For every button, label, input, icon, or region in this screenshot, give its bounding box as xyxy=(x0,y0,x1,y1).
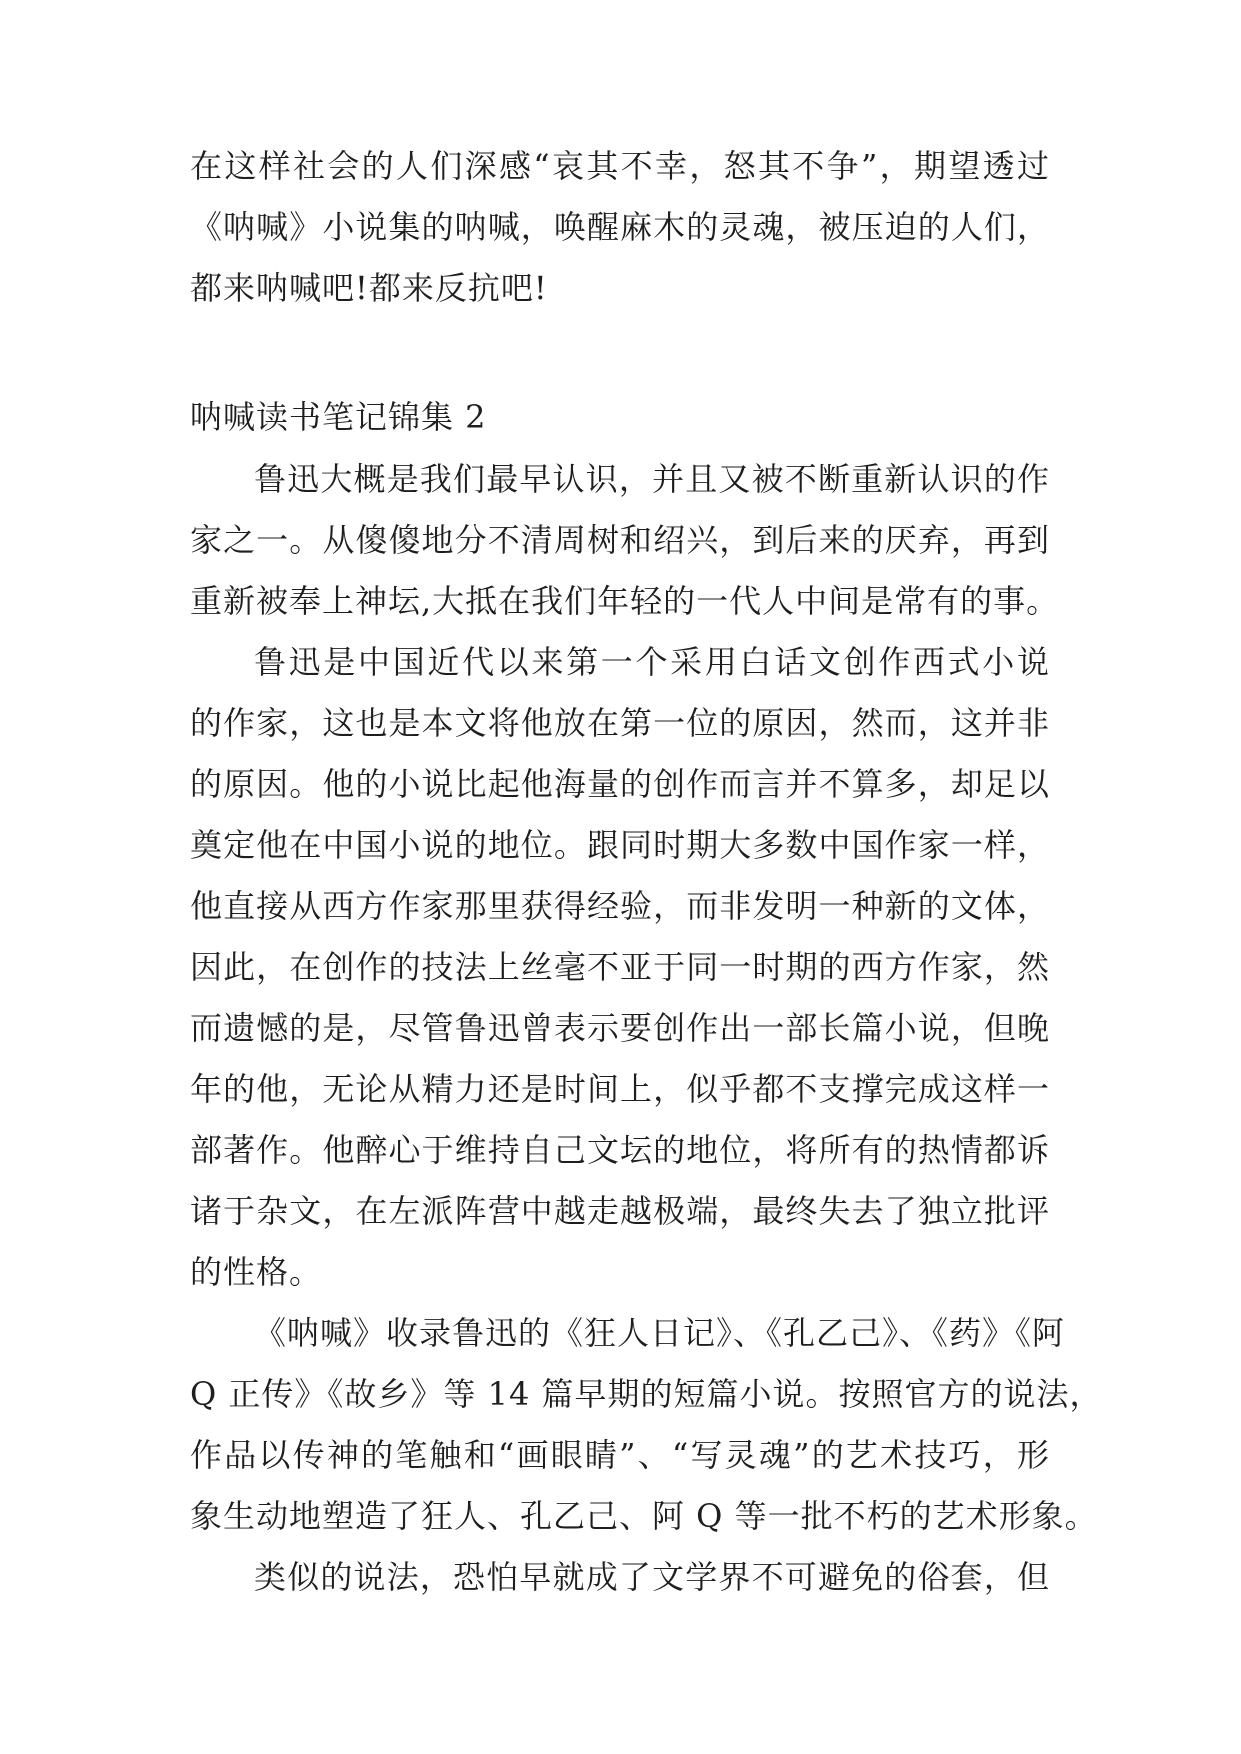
paragraph-line: 的性格。 xyxy=(190,1253,323,1291)
paragraph-line: 类似的说法，恐怕早就成了文学界不可避免的俗套，但 xyxy=(254,1558,1050,1596)
paragraph-line: 部著作。他醉心于维持自己文坛的地位，将所有的热情都诉 xyxy=(190,1131,1050,1169)
paragraph-line: 作品以传神的笔触和“画眼睛”、“写灵魂”的艺术技巧，形 xyxy=(190,1436,1050,1474)
paragraph-4 xyxy=(190,1547,1050,1608)
paragraph-line: 重新被奉上神坛,大抵在我们年轻的一代人中间是常有的事。 xyxy=(190,582,1060,620)
paragraph-line: 都来呐喊吧!都来反抗吧! xyxy=(190,269,548,307)
paragraph-2 xyxy=(190,632,1050,1303)
section-heading: 呐喊读书笔记锦集 2 xyxy=(190,398,487,436)
paragraph-line: 《呐喊》小说集的呐喊，唤醒麻木的灵魂，被压迫的人们， xyxy=(190,208,1050,246)
paragraph-line: 而遗憾的是，尽管鲁迅曾表示要创作出一部长篇小说，但晚 xyxy=(190,1009,1050,1047)
paragraph-line: 鲁迅大概是我们最早认识，并且又被不断重新认识的作 xyxy=(254,460,1050,498)
paragraph-1 xyxy=(190,449,1060,632)
paragraph-line: 家之一。从傻傻地分不清周树和绍兴，到后来的厌弃，再到 xyxy=(190,521,1050,559)
paragraph-line: 的作家，这也是本文将他放在第一位的原因，然而，这并非 xyxy=(190,704,1050,742)
paragraph-line: 因此，在创作的技法上丝毫不亚于同一时期的西方作家，然 xyxy=(190,948,1050,986)
paragraph-line: 他直接从西方作家那里获得经验，而非发明一种新的文体， xyxy=(190,887,1050,925)
paragraph-line: 鲁迅是中国近代以来第一个采用白话文创作西式小说 xyxy=(254,643,1050,681)
paragraph-line: 在这样社会的人们深感“哀其不幸，怒其不争”，期望透过 xyxy=(190,147,1050,185)
paragraph-line: 象生动地塑造了狂人、孔乙己、阿 Q 等一批不朽的艺术形象。 xyxy=(190,1497,1098,1535)
paragraph-line: 《呐喊》收录鲁迅的《狂人日记》、《孔乙己》、《药》《阿 xyxy=(254,1314,1066,1352)
paragraph-line: 的原因。他的小说比起他海量的创作而言并不算多，却足以 xyxy=(190,765,1050,803)
paragraph-3 xyxy=(190,1303,1103,1547)
paragraph-line: 年的他，无论从精力还是时间上，似乎都不支撑完成这样一 xyxy=(190,1070,1050,1108)
intro-paragraph xyxy=(190,136,1050,319)
paragraph-line: 诸于杂文，在左派阵营中越走越极端，最终失去了独立批评 xyxy=(190,1192,1050,1230)
paragraph-line: Q 正传》《故乡》等 14 篇早期的短篇小说。按照官方的说法， xyxy=(190,1375,1103,1413)
paragraph-line: 奠定他在中国小说的地位。跟同时期大多数中国作家一样， xyxy=(190,826,1050,864)
